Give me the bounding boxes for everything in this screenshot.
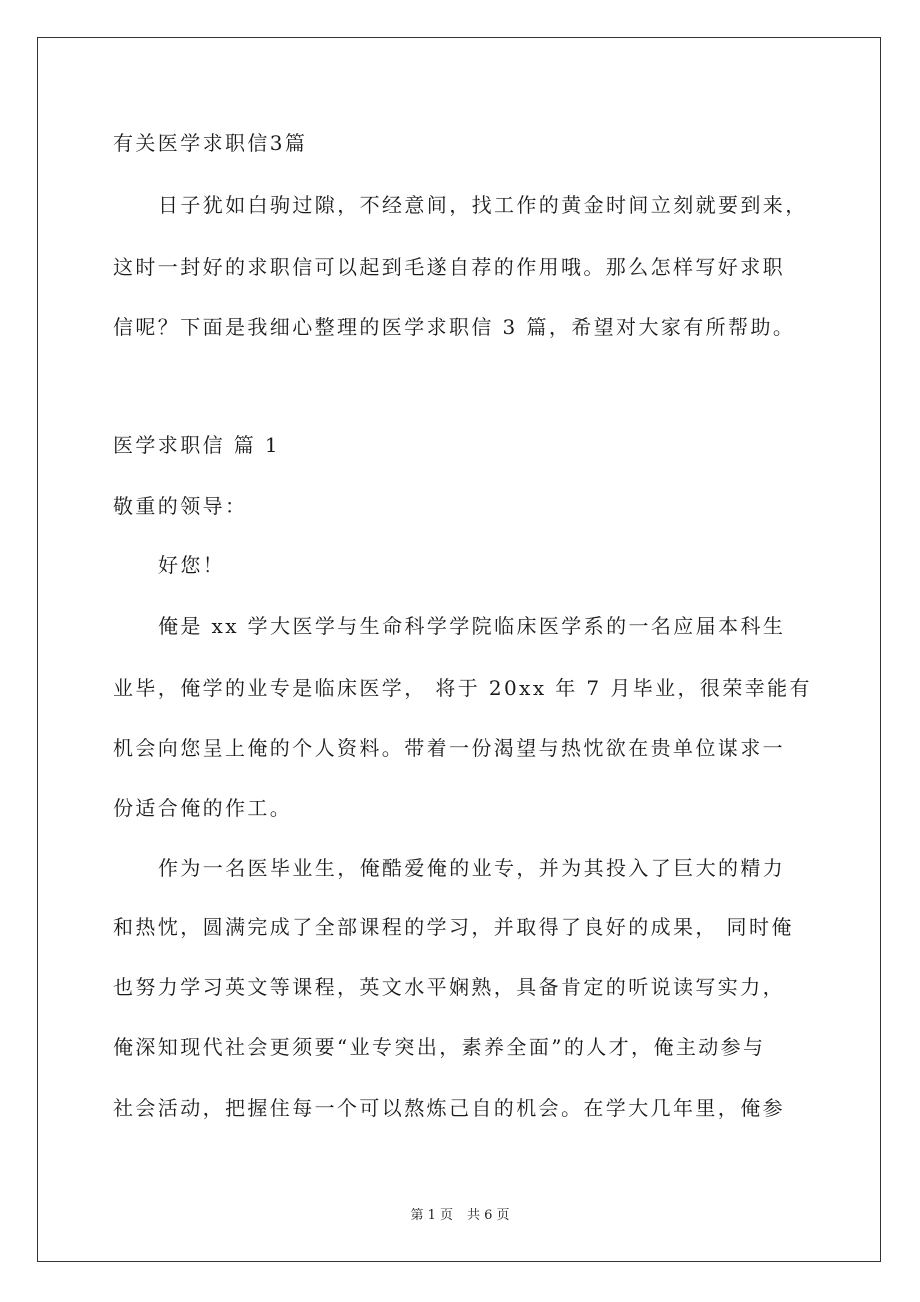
paragraph2-line-3: 也努力学习英文等课程，英文水平娴熟，具备肯定的听说读写实力， — [113, 975, 785, 999]
paragraph1-line-3: 机会向您呈上俺的个人资料。带着一份渴望与热忱欲在贵单位谋求一 — [113, 736, 785, 760]
section-heading: 医学求职信 篇 1 — [113, 433, 281, 457]
page-footer — [0, 1207, 920, 1225]
paragraph2-line-4: 俺深知现代社会更须要“业专突出，素养全面”的人才，俺主动参与 — [113, 1035, 766, 1059]
paragraph1-line-1: 俺是 xx 学大医学与生命科学学院临床医学系的一名应届本科生 — [158, 614, 786, 638]
intro-line-3: 信呢？下面是我细心整理的医学求职信 3 篇，希望对大家有所帮助。 — [113, 315, 796, 339]
intro-line-2: 这时一封好的求职信可以起到毛遂自荐的作用哦。那么怎样写好求职 — [113, 255, 785, 279]
paragraph1-line-2: 业毕，俺学的业专是临床医学， 将于 20xx 年 7 月毕业，很荣幸能有 — [113, 676, 812, 700]
document-title: 有关医学求职信3篇 — [113, 131, 308, 155]
greeting: 好您！ — [158, 553, 226, 577]
page-total: 共 6 页 — [467, 1208, 510, 1223]
paragraph2-line-5: 社会活动，把握住每一个可以熬炼己自的机会。在学大几年里，俺参 — [113, 1096, 785, 1120]
salutation: 敬重的领导： — [113, 494, 248, 518]
page-number: 第 1 页 — [410, 1208, 453, 1223]
paragraph1-line-4: 份适合俺的作工。 — [113, 796, 293, 820]
intro-line-1: 日子犹如白驹过隙，不经意间，找工作的黄金时间立刻就要到来， — [158, 193, 808, 217]
page-frame — [37, 37, 881, 1262]
paragraph2-line-2: 和热忱，圆满完成了全部课程的学习，并取得了良好的成果， 同时俺 — [113, 915, 794, 939]
paragraph2-line-1: 作为一名医毕业生，俺酷爱俺的业专，并为其投入了巨大的精力 — [158, 856, 786, 880]
